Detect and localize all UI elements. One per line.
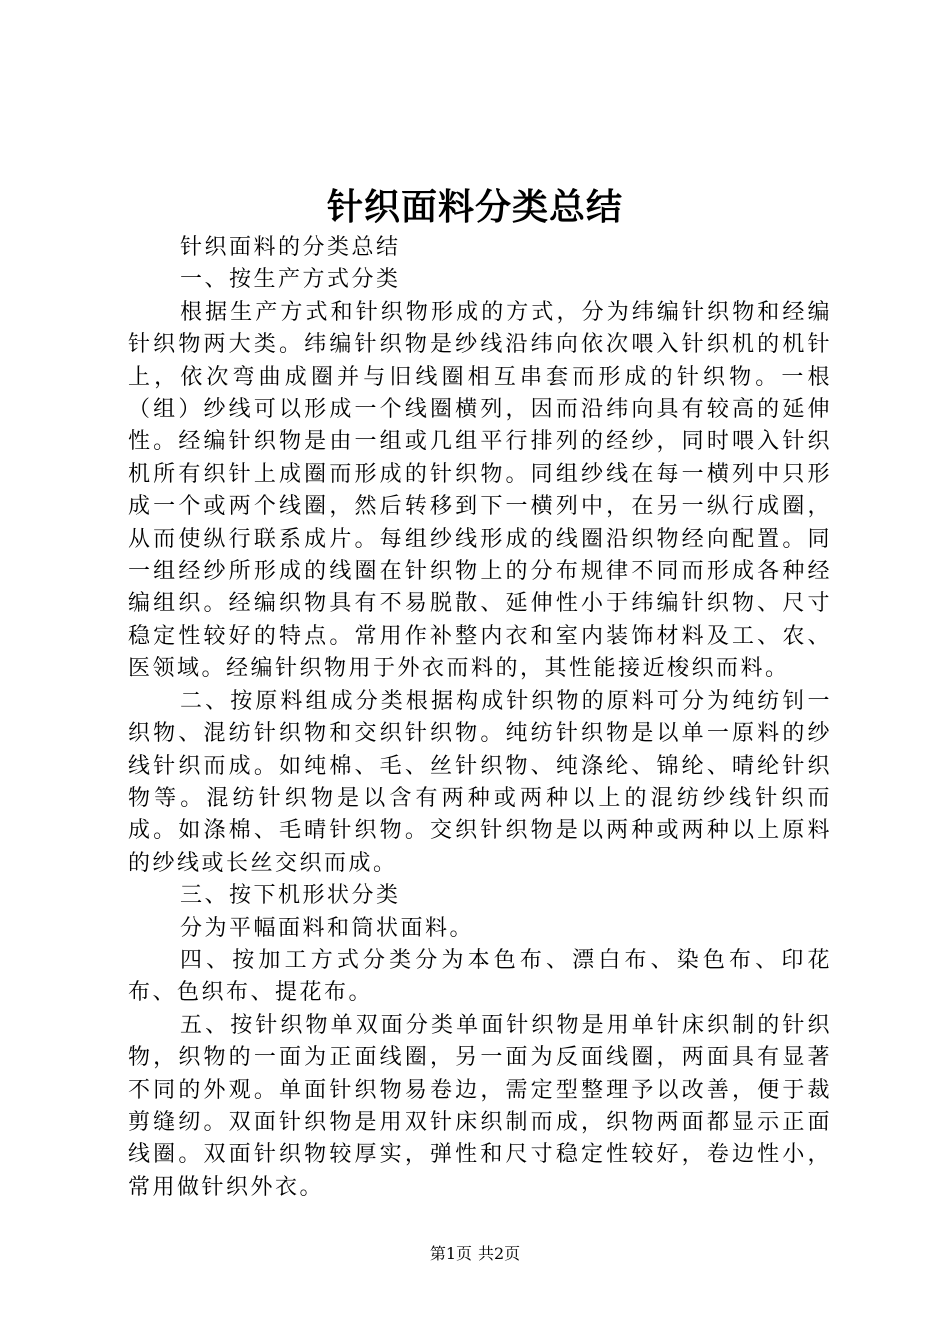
paragraph-section-1-heading: 一、按生产方式分类 xyxy=(180,267,401,293)
paragraph-section-3-body: 分为平幅面料和筒状面料。 xyxy=(180,915,475,941)
paragraph-section-2: 二、按原料组成分类根据构成针织物的原料可分为纯纺钊一织物、混纺针织物和交织针织物。纯纺针织物是以单一原料的纱线针织而成。如纯棉、毛、丝针织物、纯涤纶、锦纶、晴纶针织物等。混纺针织物是以含有两种或两种以上的混纺纱线针织而成。如涤棉、毛晴针织物。交织针织物是以两种或两种以上原料的纱线或长丝交织而成。 xyxy=(128,688,832,876)
page-footer xyxy=(0,1243,950,1265)
paragraph-section-1-body: 根据生产方式和针织物形成的方式，分为纬编针织物和经编针织物两大类。纬编针织物是纱线沿纬向依次喂入针织机的机针上，依次弯曲成圈并与旧线圈相互串套而形成的针织物。一根（组）纱线可以形成一个线圈横列，因而沿纬向具有较高的延伸性。经编针织物是由一组或几组平行排列的经纱，同时喂入针织机所有织针上成圈而形成的针织物。同组纱线在每一横列中只形成一个或两个线圈，然后转移到下一横列中，在另一纵行成圈，从而使纵行联系成片。每组纱线形成的线圈沿织物经向配置。同一组经纱所形成的线圈在针织物上的分布规律不同而形成各种经编组织。经编织物具有不易脱散、延伸性小于纬编针织物、尺寸稳定性较好的特点。常用作补整内衣和室内装饰材料及工、农、医领域。经编针织物用于外衣而料的，其性能接近梭织而料。 xyxy=(128,299,832,682)
paragraph-section-4: 四、按加工方式分类分为本色布、漂白布、染色布、印花布、色织布、提花布。 xyxy=(128,947,832,1006)
paragraph-section-5: 五、按针织物单双面分类单面针织物是用单针床织制的针织物，织物的一面为正面线圈，另一面为反面线圈，两面具有显著不同的外观。单面针织物易卷边，需定型整理予以改善，便于裁剪缝纫。双面针织物是用双针床织制而成，织物两面都显示正面线圈。双面针织物较厚实，弹性和尺寸稳定性较好，卷边性小，常用做针织外衣。 xyxy=(128,1012,832,1200)
document-title: 针织面料分类总结 xyxy=(326,187,623,228)
page-number-total: 共2页 xyxy=(478,1244,521,1263)
paragraph-subtitle: 针织面料的分类总结 xyxy=(180,235,401,260)
document-body xyxy=(128,232,832,1204)
page-number-current: 第1页 xyxy=(429,1244,472,1263)
paragraph-section-3-heading: 三、按下机形状分类 xyxy=(180,883,401,909)
